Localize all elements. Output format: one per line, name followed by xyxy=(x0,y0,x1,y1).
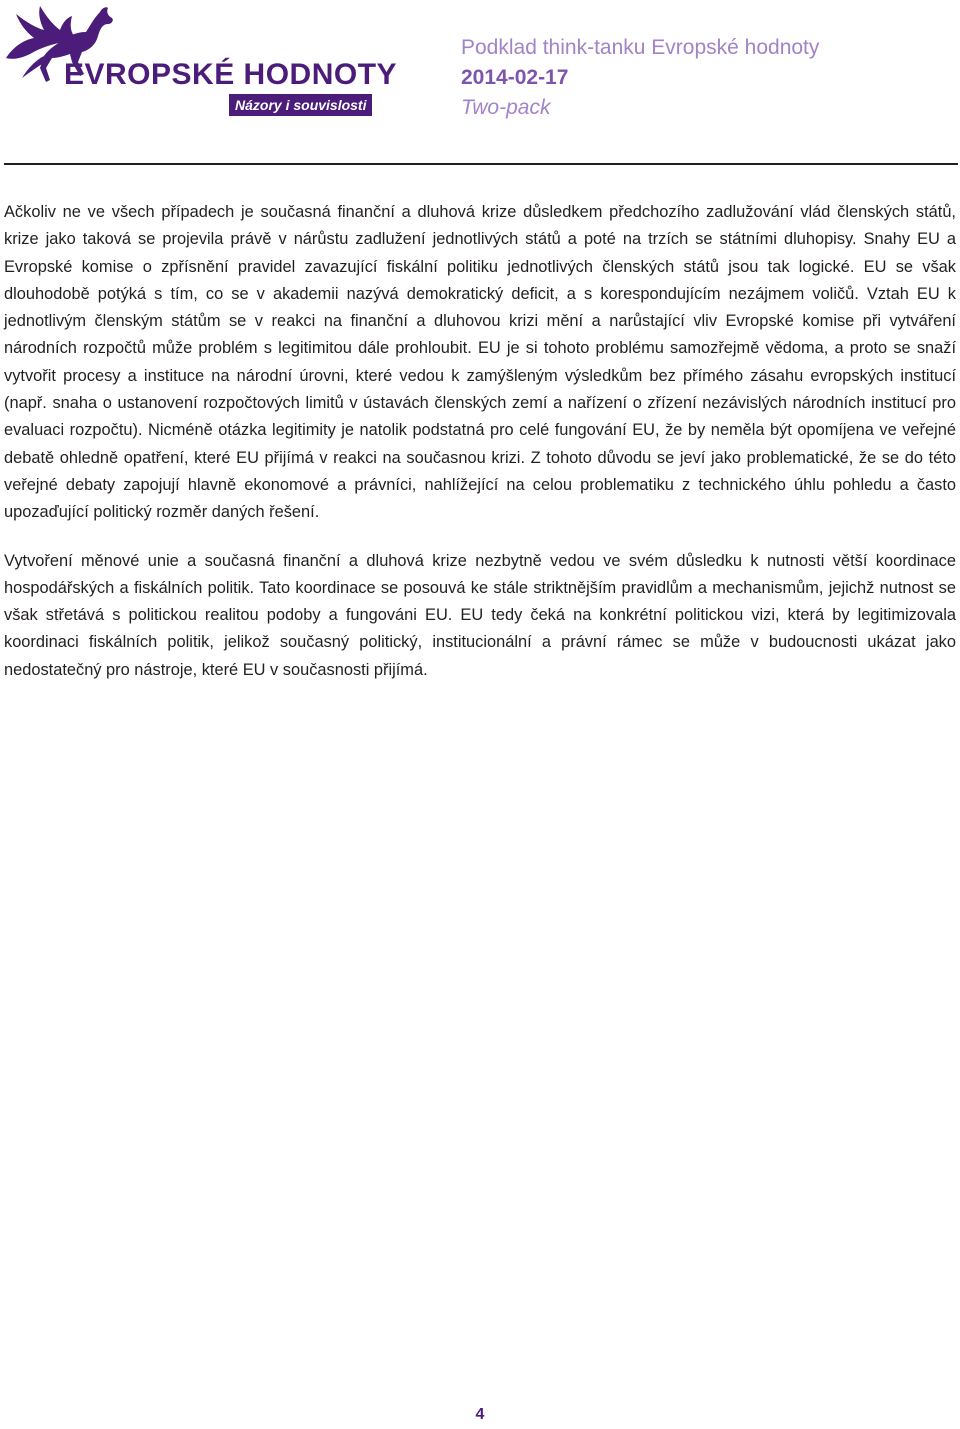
brand-logo xyxy=(4,2,398,120)
document-meta xyxy=(461,33,819,123)
document-title: Podklad think-tanku Evropské hodnoty xyxy=(461,36,820,59)
document-date: 2014-02-17 xyxy=(461,66,569,89)
document-body xyxy=(4,199,956,705)
header-divider xyxy=(4,163,958,165)
brand-name: EVROPSKÉ HODNOTY xyxy=(64,58,398,91)
paragraph: Ačkoliv ne ve všech případech je současná finanční a dluhová krize důsledkem předchozího zadlužování vlád členských států, krize jako taková se projevila právě v nárůstu zadlužení jednotlivých států a poté na trzích se státními dluhopisy. Snahy EU a Evropské komise o zpřísnění pravidel zavazující fiskální politiku jednotlivých členských států jsou tak logické. EU se však dlouhodobě potýká s tím, co se v akademii nazývá demokratický deficit, a s korespondujícím nezájmem voličů. Vztah EU k jednotlivým členským státům se v reakci na finanční a dluhovou krizi mění a narůstající vliv Evropské komise při vytváření národních rozpočtů může problém s legitimitou dále prohloubit. EU je si tohoto problému samozřejmě vědoma, a proto se snaží vytvořit procesy a instituce na národní úrovni, které vedou k zamýšleným výsledkům bez přímého zásahu evropských institucí (např. snaha o ustanovení rozpočtových limitů v ústavách členských zemí a nařízení o zřízení nezávislých národních institucí pro evaluaci rozpočtu). Nicméně otázka legitimity je natolik podstatná pro celé fungování EU, že by neměla být opomíjena ve veřejné debatě ohledně opatření, které EU přijímá v reakci na současnou krizi. Z tohoto důvodu se jeví jako problematické, že se do této veřejné debaty zapojují hlavně ekonomové a právníci, nahlížející na celou problematiku z technického úhlu pohledu a často upozaďující politický rozměr daných řešení. xyxy=(4,203,956,522)
brand-tagline: Názory i souvislosti xyxy=(229,94,372,116)
document-topic: Two-pack xyxy=(461,96,551,119)
paragraph: Vytvoření měnové unie a současná finanční a dluhová krize nezbytně vedou ve svém důsledku k nutnosti větší koordinace hospodářských a fiskálních politik. Tato koordinace se posouvá ke stále striktnějším pravidlům a mechanismům, jejichž nutnost se však střetává s politickou realitou podoby a fungováni EU. EU tedy čeká na konkrétní politickou vizi, která by legitimizovala koordinaci fiskálních politik, jelikož současný politický, institucionální a právní rámec se může v budoucnosti ukázat jako nedostatečný pro nástroje, které EU v současnosti přijímá. xyxy=(4,551,956,679)
page-number: 4 xyxy=(475,1406,485,1423)
page-header xyxy=(0,0,960,165)
